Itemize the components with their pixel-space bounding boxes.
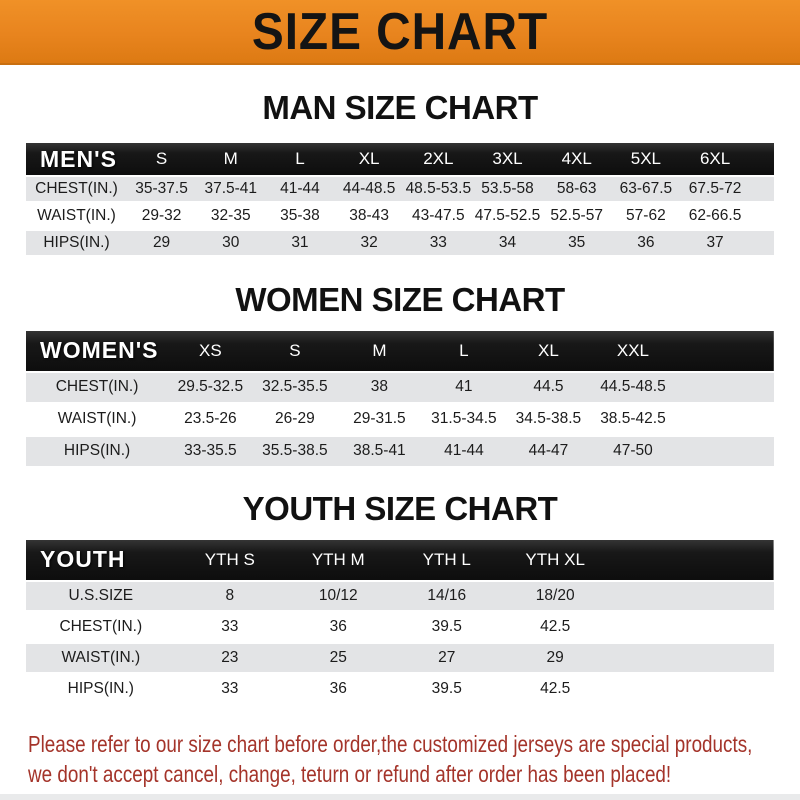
row-spacer [675, 403, 774, 435]
measurement-value: 29-32 [127, 203, 196, 230]
measurement-label: WAIST(IN.) [26, 203, 127, 230]
measurement-value: 36 [611, 230, 680, 257]
size-column-header: 3XL [473, 143, 542, 176]
measurement-value: 36 [284, 611, 392, 642]
measurement-value: 36 [284, 673, 392, 704]
measurement-label: HIPS(IN.) [26, 673, 176, 704]
youth-size-chart-title: YOUTH SIZE CHART [242, 489, 558, 527]
measurement-row [26, 435, 774, 467]
measurement-value: 32-35 [196, 203, 265, 230]
size-column-header: XS [168, 331, 253, 372]
table-corner-label: MEN'S [26, 143, 127, 176]
measurement-value: 37 [680, 230, 749, 257]
measurement-label: WAIST(IN.) [26, 642, 176, 673]
measurement-value: 41 [422, 372, 507, 404]
measurement-value: 33 [176, 673, 284, 704]
measurement-value: 57-62 [611, 203, 680, 230]
measurement-value: 47-50 [591, 435, 676, 467]
size-table-header-row [26, 143, 774, 176]
size-column-header: 6XL [680, 143, 749, 176]
size-column-header: 5XL [611, 143, 680, 176]
measurement-value: 37.5-41 [196, 176, 265, 203]
measurement-row [26, 611, 774, 642]
size-table-header-row [26, 331, 774, 372]
row-spacer [609, 611, 774, 642]
measurement-value: 31.5-34.5 [422, 403, 507, 435]
size-column-header: YTH XL [501, 540, 609, 581]
measurement-value: 44.5 [506, 372, 591, 404]
measurement-value: 32 [335, 230, 404, 257]
youth-size-table [26, 540, 774, 706]
men-size-table [26, 143, 774, 258]
measurement-row [26, 176, 774, 203]
disclaimer-line-2: we don't accept cancel, change, teturn or refund after order has been placed! [28, 760, 672, 787]
measurement-value: 47.5-52.5 [473, 203, 542, 230]
measurement-value: 8 [176, 581, 284, 612]
size-chart-banner [0, 0, 800, 65]
measurement-value: 38.5-42.5 [591, 403, 676, 435]
measurement-value: 32.5-35.5 [253, 372, 338, 404]
header-spacer [609, 540, 774, 581]
size-column-header: 2XL [404, 143, 473, 176]
measurement-label: HIPS(IN.) [26, 435, 168, 467]
measurement-value: 29.5-32.5 [168, 372, 253, 404]
measurement-value: 38-43 [335, 203, 404, 230]
size-column-header: YTH L [393, 540, 501, 581]
measurement-value: 42.5 [501, 611, 609, 642]
measurement-value: 35 [542, 230, 611, 257]
measurement-row [26, 642, 774, 673]
size-column-header: 4XL [542, 143, 611, 176]
measurement-value: 43-47.5 [404, 203, 473, 230]
measurement-value: 34.5-38.5 [506, 403, 591, 435]
row-spacer [750, 230, 774, 257]
measurement-value: 44-48.5 [335, 176, 404, 203]
size-column-header: M [337, 331, 422, 372]
measurement-value: 67.5-72 [680, 176, 749, 203]
measurement-value: 25 [284, 642, 392, 673]
size-column-header: XL [506, 331, 591, 372]
measurement-value: 23 [176, 642, 284, 673]
size-column-header: YTH S [176, 540, 284, 581]
row-spacer [609, 581, 774, 612]
size-column-header: XL [335, 143, 404, 176]
measurement-row [26, 673, 774, 704]
measurement-value: 44.5-48.5 [591, 372, 676, 404]
measurement-value: 44-47 [506, 435, 591, 467]
measurement-value: 39.5 [393, 673, 501, 704]
table-corner-label: WOMEN'S [26, 331, 168, 372]
row-spacer [750, 176, 774, 203]
measurement-label: HIPS(IN.) [26, 230, 127, 257]
measurement-value: 53.5-58 [473, 176, 542, 203]
measurement-value: 35-38 [265, 203, 334, 230]
row-spacer [675, 435, 774, 467]
measurement-value: 10/12 [284, 581, 392, 612]
row-spacer [609, 673, 774, 704]
measurement-value: 39.5 [393, 611, 501, 642]
measurement-row [26, 230, 774, 257]
measurement-value: 38.5-41 [337, 435, 422, 467]
measurement-value: 33 [176, 611, 284, 642]
measurement-value: 35-37.5 [127, 176, 196, 203]
size-column-header: M [196, 143, 265, 176]
measurement-value: 42.5 [501, 673, 609, 704]
size-column-header: L [265, 143, 334, 176]
banner-title: SIZE CHART [251, 2, 549, 61]
measurement-value: 62-66.5 [680, 203, 749, 230]
measurement-value: 33 [404, 230, 473, 257]
measurement-value: 29 [501, 642, 609, 673]
measurement-value: 30 [196, 230, 265, 257]
size-column-header: L [422, 331, 507, 372]
size-table-header-row [26, 540, 774, 581]
measurement-row [26, 372, 774, 404]
bottom-edge-strip [0, 794, 800, 800]
header-spacer [750, 143, 774, 176]
measurement-value: 41-44 [265, 176, 334, 203]
measurement-row [26, 581, 774, 612]
measurement-value: 58-63 [542, 176, 611, 203]
measurement-label: CHEST(IN.) [26, 372, 168, 404]
measurement-value: 26-29 [253, 403, 338, 435]
measurement-value: 48.5-53.5 [404, 176, 473, 203]
measurement-value: 33-35.5 [168, 435, 253, 467]
row-spacer [675, 372, 774, 404]
size-column-header: S [127, 143, 196, 176]
measurement-value: 38 [337, 372, 422, 404]
measurement-label: CHEST(IN.) [26, 176, 127, 203]
measurement-value: 63-67.5 [611, 176, 680, 203]
size-column-header: XXL [591, 331, 676, 372]
header-spacer [675, 331, 774, 372]
measurement-value: 29-31.5 [337, 403, 422, 435]
women-size-table [26, 331, 774, 469]
size-column-header: S [253, 331, 338, 372]
row-spacer [750, 203, 774, 230]
disclaimer-text [28, 730, 800, 790]
measurement-label: U.S.SIZE [26, 581, 176, 612]
measurement-value: 29 [127, 230, 196, 257]
measurement-value: 27 [393, 642, 501, 673]
measurement-row [26, 403, 774, 435]
measurement-row [26, 203, 774, 230]
man-size-chart-title: MAN SIZE CHART [262, 89, 538, 126]
measurement-value: 18/20 [501, 581, 609, 612]
measurement-value: 34 [473, 230, 542, 257]
measurement-value: 23.5-26 [168, 403, 253, 435]
women-size-chart-title: WOMEN SIZE CHART [235, 281, 565, 319]
measurement-value: 14/16 [393, 581, 501, 612]
measurement-value: 52.5-57 [542, 203, 611, 230]
measurement-label: CHEST(IN.) [26, 611, 176, 642]
size-column-header: YTH M [284, 540, 392, 581]
disclaimer-line-1: Please refer to our size chart before order,the customized jerseys are special products, [28, 730, 753, 757]
measurement-value: 31 [265, 230, 334, 257]
measurement-value: 41-44 [422, 435, 507, 467]
measurement-value: 35.5-38.5 [253, 435, 338, 467]
row-spacer [609, 642, 774, 673]
measurement-label: WAIST(IN.) [26, 403, 168, 435]
table-corner-label: YOUTH [26, 540, 176, 581]
